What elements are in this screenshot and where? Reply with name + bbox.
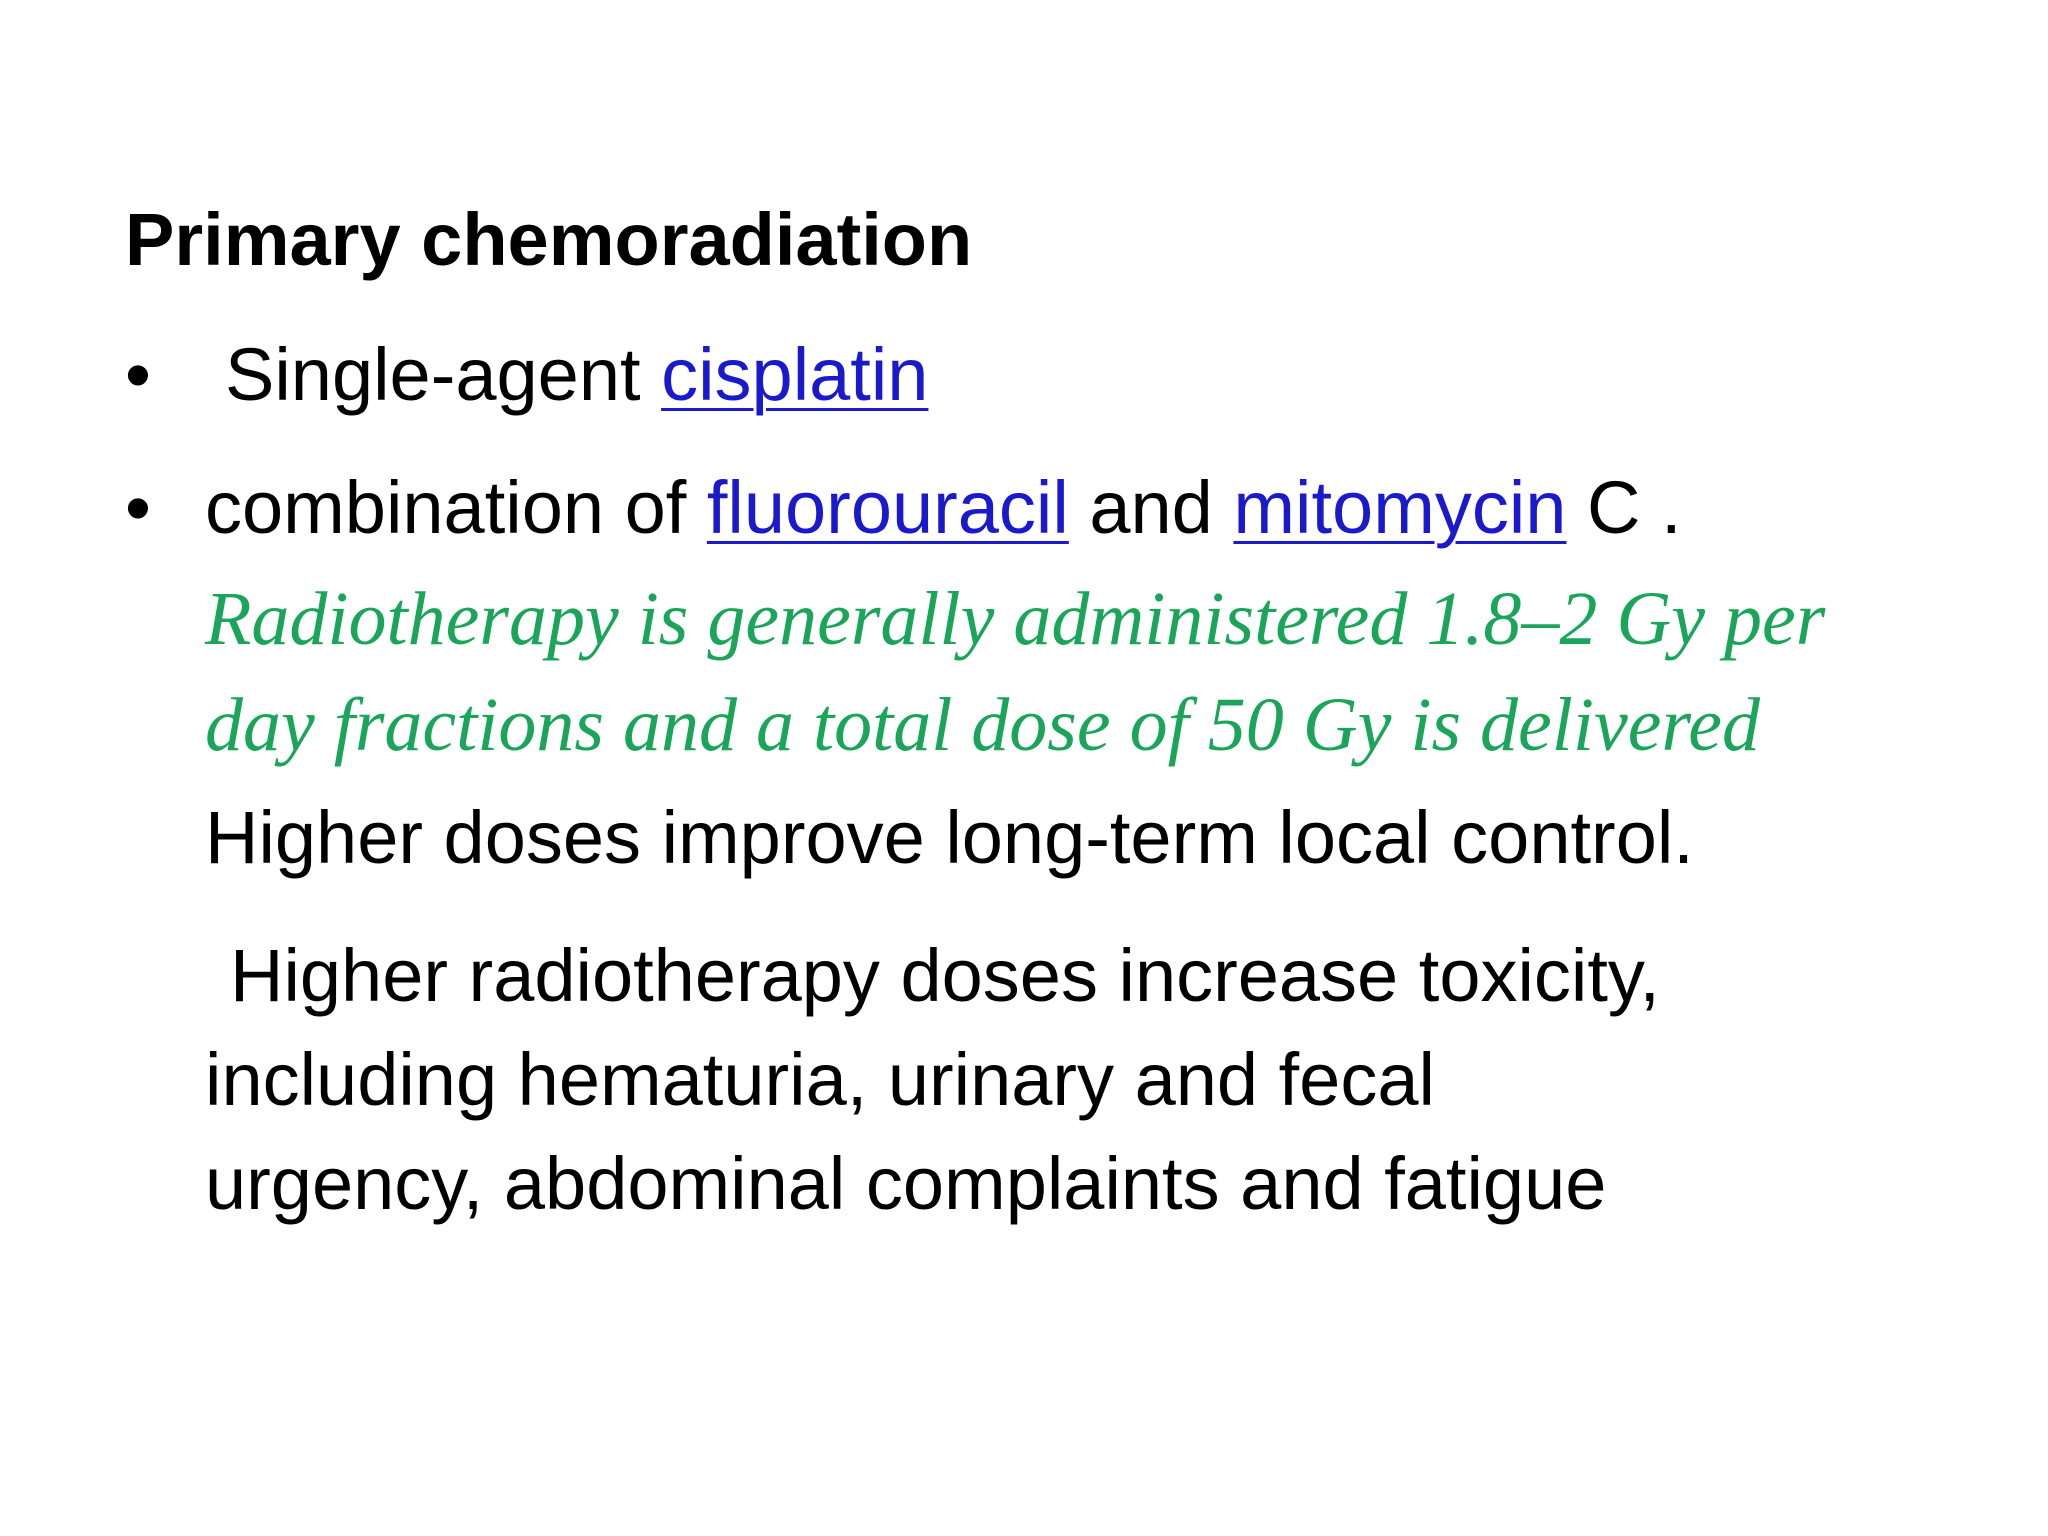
bullet-text — [205, 458, 1682, 558]
bullet-prefix: Single-agent — [225, 333, 662, 416]
fluorouracil-link[interactable]: fluorouracil — [706, 466, 1069, 549]
local-control-statement: Higher doses improve long-term local control. — [205, 796, 1694, 879]
toxicity-line-2: including hematuria, urinary and fecal — [205, 1038, 1435, 1121]
toxicity-line-3: urgency, abdominal complaints and fatigue — [205, 1142, 1607, 1225]
radiotherapy-note-line-1: Radiotherapy is generally administered 1.8–2 Gy per — [205, 577, 1826, 661]
slide-heading: Primary chemoradiation — [125, 198, 973, 281]
bullet-item-combination — [125, 458, 1925, 558]
radiotherapy-note-line-2: day fractions and a total dose of 50 Gy is delivered — [205, 683, 1760, 767]
bullet-marker: • — [125, 333, 151, 416]
bullet-marker: • — [125, 466, 151, 549]
bullet-item-cisplatin — [125, 325, 1825, 425]
bullet-suffix: C . — [1566, 466, 1682, 549]
toxicity-line-1: Higher radiotherapy doses increase toxicity, — [230, 934, 1660, 1017]
cisplatin-link[interactable]: cisplatin — [661, 333, 929, 416]
bullet-middle: and — [1068, 466, 1234, 549]
bullet-prefix: combination of — [205, 466, 707, 549]
bullet-text — [225, 325, 928, 425]
mitomycin-link[interactable]: mitomycin — [1233, 466, 1567, 549]
